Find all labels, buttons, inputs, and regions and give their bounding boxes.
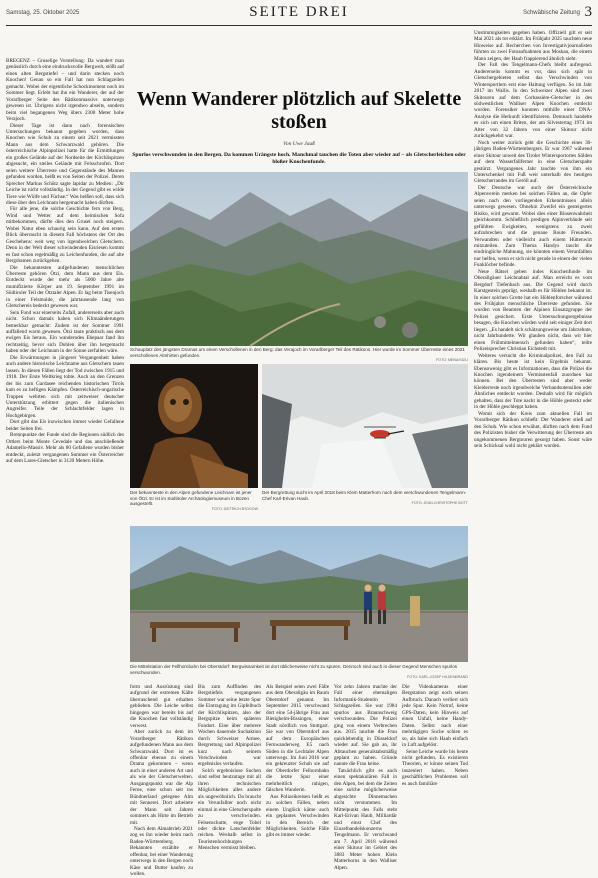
oetzi-caption: Der bekannteste in den Alpen gefundene Leichnam ist jener von Ötzi. Er ist im Südtiroler Archäologiemuseum in Bozen ausgestellt. FOTO: DIETRICH BYDGOW [130,490,258,511]
body-paragraph: Neue Rätsel geben indes Knochenfunde im Oberallgäuer Leichnahtal auf. Man erreicht es vom Bergdorf Tiefenbach aus. Die Gegend wird durch Karstgestein geprägt, weshalb es für Höhlen bekannt ist. In einer solchen Grotte hat ein Höhlenforscher während des Frühjahrs menschliche Überreste gefunden. Sie wurden von Beamten der Alpinen Einsatzgruppe der Polizei gesichert. Erste Untersuchungsergebnisse besagen, die Knochen würden wohl seit einiger Zeit dort liegen. „Es handelt sich schätzungsweise um Jahrzehnte, nicht Jahrhunderte. Wir glauben nicht, dass wir hier einen Frühmittelmensch gefunden haben“, teilte Polizeisprecher Christian Eichstedt mit. [474,268,592,353]
headline: Wenn Wanderer plötzlich auf Skelette stoßen [136,88,462,133]
fellhorn-caption: Die Mittelstation der Fellhornbahn bei Oberstdorf: Bergwissamkeit ist dort üblicherweise nicht zu spüren. Dennoch sind auch in dieser Gegend Menschen spurlos verschwunden. FOTO: KARL-JOSEF HILDENBRAND [130,664,468,680]
left-column [6,58,124,866]
page-number: 3 [584,4,592,20]
body-paragraph: Seine Leiche wurde bis heute nicht gefunden. Es existieren Theorien, er könne seinen Tod inszeniert haben. Neben geschäftlichen Problemen soll es auch familiäre [402,748,468,787]
bottom-column-1 [130,684,194,878]
body-paragraph: Die Erwärmungen in jüngerer Vergangenheit haben auch andere historische Leichname aus Gletschern tauen lassen. In diesen Fällen liegt der Tod zwischen 1915 und 1918. Der Erste Weltkrieg tobte. Auch an den Grenzen der bis zum Gardasee reichenden historischen Tirols kam es zu heftigen Kämpfen. Österreichisch-ungarische Truppen wehrten sich mit zeitweiser deutscher Unterstützung erbittert gegen die italienischen Angreifer. Teile der Schlachtfelder lagen in Hochgebirgen. [6,354,124,419]
body-paragraph: Unstimmigkeiten gegeben haben. Offiziell gilt er seit Mai 2021 als tot erklärt. Im Frühjahr 2025 tauchten neue Hinweise auf. Recherchen von Investigativjournalisten führten zu zwei Fotoaufnahmen aus Moskau, die einem Mann zeigen, der Haub frappierend ähnlich sieht. [474,30,592,62]
photo-credit: FOTO: KARL-JOSEF HILDENBRAND [407,675,468,680]
byline: Von Uwe Jauß [283,141,315,147]
body-paragraph: Tatsächlich gibt es auch einen spektakulären Fall in den Alpen, bei dem die Zeiten eine solche möglicherweise abgesichte Dinnemachen nicht verstummen. Im Mittelpunkt des Falls steht Karl-Erivan Haub, Milliardär und einst Chef des Einzelhandelskonzerns Tengelmann. Er verschwand am 7. April 2018 während einer Skitour im Gebiet des 3883 Meter hohen Klein Matterhorns in den Walliser Alpen. [334,767,397,871]
body-paragraph: Für alle jene, die solche Geschichte fern von Berg, Wind und Wetter auf dem heimischen Sofa mitbekommen, dürfte dies den Grusel noch steigern. Wobei Natur eben schaurig sein kann. Auf den ersten Blick überrascht in diesem Fall höchstens der Ort des Geschehens: weit weg von irgendwelchen Gletschern. Denn in der Welt dieser schwindenden Eisriesen kommt es fast schon regelmäßig zu Leichenfunden, die auf alte Bergdramen zurückgehen. [6,206,124,265]
body-paragraph: Aber zurück zu dem im Vorarlberger Rätikon aufgefundenen Mann aus dem Schwarzwald. Dort ist es offenbar ebenso zu einem Drama gekommen – wenn auch in einer anderen Art und als wie der Gletscherwelten. Ausgangspunkt war die Alp Ferne, eine schon seit ins Bündnerland gelegene Alm mit Sennerei. Dort arbeitete der Mann seit Jahren sommers als Hirte im Betrieb mit. [130,729,193,826]
body-paragraph: Dort gibt das Eis inzwischen immer wieder Gefallene beider Seiten frei. [6,419,124,432]
oetzi-photo [130,364,258,488]
body-paragraph: Die Videokameras einer Bergstation zeigt noch seinen Aufbruch. Danach verliert sich jede Spur. Kein Notruf, keine GPS-Daten, kein Hinweis auf einen Unfall, keine Handy-Daten. Selbst nach einer mehrtägigen Suche schien es so, als habe sich Haub einfach in Luft aufgelöst. [402,684,468,749]
page-header [6,4,592,24]
issue-date: Samstag, 25. Oktober 2025 [6,10,80,16]
photo-credit: FOTO: JEAN-CHRISTOPHE BOTT [411,501,468,506]
body-paragraph: Bis zum Auffinden des Bergstiefels vergangenen Sommer war seine letzte Spur die Eintragung im Gipfelbuch der Kirchlispitzen, also der Bergspitze beim späteren Fundort. Eine über mehrere Wochen dauernde Suchaktion durch Schweizer Armee, Bergrettung und Alpinpolizei kurz nach seinem Verschwinden war ergebnislos verlaufen. [198,684,261,768]
helicopter-photo [262,364,468,488]
deck: Spurlos verschwunden in den Bergen. Da kommen Urängste hoch. Manchmal tauchen die Toten aber wieder auf – als Gletscherleichen oder bloßer Knochenfunde. [132,152,466,165]
body-paragraph: Dieser Tage ist dann nach forensischen Untersuchungen bekannt gegeben worden, dass Knochen wie Schuh zu einem seit 2021 vermissten Mann aus dem Schwarzwald gehören. Die österreichische Alpinpolizei hatte für die Ermittlungen ein großes Gelände auf der Nordseite der Kirchlispitzen abgesucht, ein steiles Gelände mit Felsschrofen. Dort seien weitere Überreste und Gegenstände des Mannes gefunden worden, heißt es von Seiten der Polizei. Deren Sprecher Markus Schütz sagte lapidar zu Medien: „Dir Leiche ist nicht vollständig. In der Gegend gibt es wilde Tiere wie Wölfe und Füchse.“ Was heißen soll, dass sich diese über den Leichnam hergemacht haben dürften. [6,122,124,206]
body-paragraph: Vor zehn Jahren machte der Fall einer ehemaligen Informatik-Studentin Schlagzeilen. Sie war 1984 spurlos aus Braunschweig verschwunden. Die Polizei ging von einem Verbrechen aus. 2015 tauchte die Frau quicklebendig in Düsseldorf wieder auf. Sie gab an, ihr Abtauchen generalstabsmäßig geplant zu haben. Gründe nannte die Frau keine. [334,684,397,768]
body-paragraph: Der Deutsche war auch der Österreichische Alpenverein merken bei solchen Fällen an, die Opfer seien nach den vorliegenden Erkenntnissen allein unterwegs gewesen. Ohnehin Zweifel ein gesteigertes Risiko, wird gewarnt. Wobei dies einer Binsenwahrheit gleichkommt. Schließlich predigen Alpinverbände seit gefühlten Ewigkeiten, wenigstens zu zweit aufzubrechen und die genaue Route Freunden. Verwandten oder vielleicht auch einem Hüttenwirt mitzuteilen. Zum Thema Handys taucht die eindringliche Mahnung, sie könnten einem Verunfallten nur helfen, wenn er sich nicht gerade in einem der vielen Funklöcher befinde. [474,184,592,269]
body-paragraph: Aus Polizeikreisen heißt es zu solchen Fällen, neben einem Unglück käme auch ein geplantes Verschwinden in den Bereich der Möglichkeiten. Solche Fälle gibt es immer wieder. [266,793,329,839]
bottom-column-2 [198,684,261,866]
photo-credit: FOTO: MENA/SIZLI [436,358,468,363]
photo-credit: FOTO: DIETRICH BYDGOW [211,506,258,511]
body-paragraph: Weiteres versucht die Kriminalpolizei, den Fall zu klären. Bis heute ist kein Ergebnis bekannt. Ebensowenig gibt es Informationen, dass die Polizei die Knochen irgendeinem Vermisstenfall zuordnen hat können. Bei den Überresten sind aber weder Kleiderreste noch irgendwelche Verbandsutensilien oder Ähnliches entdeckt worden. Deshalb wird für möglich gehalten, dass der Tote nackt in die Höhle gesteckt oder in der Höhle geschleppt haben. [474,352,592,411]
body-paragraph: BREGENZ – Gruselige Vorstellung: Da wandert man genüsslich durch eine eindrucksvolle Bergwelt, stößt auf einen alten Bergstiefel – und darin stecken noch Knochen! Genau so ein Fall hat nun Schlagzeilen gemacht. Wobei der eigentliche Schockmoment noch im Sommer liegt. Erlebt hat ihn ein Wanderer, der auf der Vorarlberger Seite des Rätikonmassivs unterwegs gewesen ist. Übrigens nicht irgendwo abseits, sondern beim viel begangenen Weg übers 2300 Meter hohe Verajoch. [6,58,124,123]
body-paragraph: Der Fall des Tengelmann-Chefs bleibt aufregend. Andererseits kommt es vor, dass sich spät in Gletschergebieten selbst das Verschwinden von Wintersportlern erst eine Haltung verfügen. So im Jahr 2017 im Wallis. In den Schweizer Alpen sind zwei Skitouren auf dem Corbassière-Gletscher in des südwestlichen Walliser Alpen Knochen entdeckt worden. Forensiker konnten mithilfe einer DNA-Analyse die Herkunft identifizieren. Demnach handelte es sich um einen Briten, der am Silvestertag 1974 im Alter von 32 Jahren von einer Skitour nicht zurückgekehrt war. [474,62,592,140]
body-paragraph: form und Ausrüstung sind aufgrund der extremen Kälte überraschend gut erhalten geblieben. Die Leiche selbst hingegen war bereits bis auf die Knochen fast vollständig verwest. [130,684,193,729]
newspaper-name: Schwäbische Zeitung [522,10,580,16]
body-paragraph: Als Beispiel seien zwei Fälle aus dem Oberallgäu im Raum Oberstdorf genannt. Im September 2015 verschwand dort eine 54-jährige Frau aus Bietigheim-Bissingen, einer Stadt nördlich von Stuttgart. Sie war von Oberstdorf aus auf dem Europäischen Fernwanderweg E5 nach Süden in die Lechtaler Alpen unterwegs. Im Juni 2016 war ein gekreuzter Schuh sie auf der Oberdorfer Felhornbahn die letzte Spur einer mehrheitlich ruhigen, fälschen Wanderin. [266,684,329,794]
body-paragraph: Brennpunkte der Funde sind die Regionen südlich des Ortlers beim Monte Cevedale und das anschließende Adamello-Massiv. Mehr als 80 Gefallene wurden bisher entdeckt, zuletzt vergangenen Sommer ein Österreicher auf dem Lares-Gletscher in 3120 Metern Höhe. [6,432,124,465]
body-paragraph: Die bekanntesten aufgefundenen menschlichen Überreste gehören Ötzi, dem Mann aus dem Eis. Entdeckt wurde der mehr als 5000 Jahre alte mumifizierte Körper am 19. September 1991 im Südtiroler Teil der Ötztaler Alpen. Er lag beim Tisenjoch in einer Felsmulde, die jahrtausende lang von Gletschereis bedeckt gewesen war. [6,264,124,310]
bottom-column-4 [334,684,397,871]
header-rule [6,25,592,26]
bottom-column-5 [402,684,468,866]
body-paragraph: Womit sich der Kreis zum aktuellen Fall im Vorarlberger Rätikon schließt: Der Wanderer stieß auf den Schuh. Wie schon erwähnt, dürften nach dem Fund des Polizisten bisher die Verwitterung der Überreste am ungekommenen Bergtouren gesorgt haben. Sonst wäre sein Schicksal wohl nicht geklärt worden. [474,410,592,449]
body-paragraph: Sein Fund war einerseits Zufall, andererseits aber auch nicht. Schon damals haben sich Klimaänderungen bemerkbar gemacht: Zudem ist der Sommer 1991 auffallend warm gewesen. Ötzi taute praktisch aus dem ewigen Eis heraus. Ein wanderndes Ehepaar fand ihn rechtzeitig, bevor sich Dohlen über ihn hergemacht haben oder der Leichnam in der Sonne zerfallen wäre. [6,309,124,355]
fellhorn-photo [130,526,468,662]
body-paragraph: Noch weiter zurück geht die Geschichte eines 30-jährigen Baden-Württembergers. Er war 1967 während einer Skitour unweit des Tiroler Wintersportortes Sölden auf dem Wasserfallferner in eine Gletscherspalte gestürzt. Vergangenes Jahr tauchte von ihm ein Unterschenkel mit Fuß weit unterhalb des heutigen Gletscherrandes im Geröll auf. [474,139,592,185]
bottom-column-3 [266,684,329,866]
helicopter-caption: Der Bergrettung sucht im April 2018 beim Klein Matterhorn nach dem verschwundenen Tengelmann-Chef Karl-Erivan Haub. FOTO: JEAN-CHRISTOPHE BOTT [262,490,468,506]
body-paragraph: Nach dem Almabtrieb 2021 zog es ihn wieder heim nach Baden-Württemberg. Bekannten erzählte er offenbar, bei einer Wanderung unterwegs in den Bergen noch Käse und Butter kaufen zu wollen. [130,825,194,878]
main-photo-caption: Schauplatz des jüngsten Dramas um einen Verschollenen in den Berg: das Verajoch im Vorarlberger Teil des Rätikons. Hier wurde im Sommer Überreste eines 2021 verschollenen Almhirten gefunden. FOTO: MENA/SIZLI [130,347,468,363]
main-photo-verajoch [130,172,468,346]
right-column [474,30,592,866]
section-title: SEITE DREI [249,4,349,20]
body-paragraph: Solch ergebnislose Suchen sind selbst heutzutage mit all ihren technischen Möglichkeiten alles andere als ungewöhnlich. Da braucht ein Verunfallter noch nicht einmal in eine Gletscherspalte zu verschwinden. Felsenschutte, enge Tobel oder dichte Latschenfelder reichen. Weshalb selbst in Touristenhochburgen Menschen vermisst bleiben. [198,767,261,852]
